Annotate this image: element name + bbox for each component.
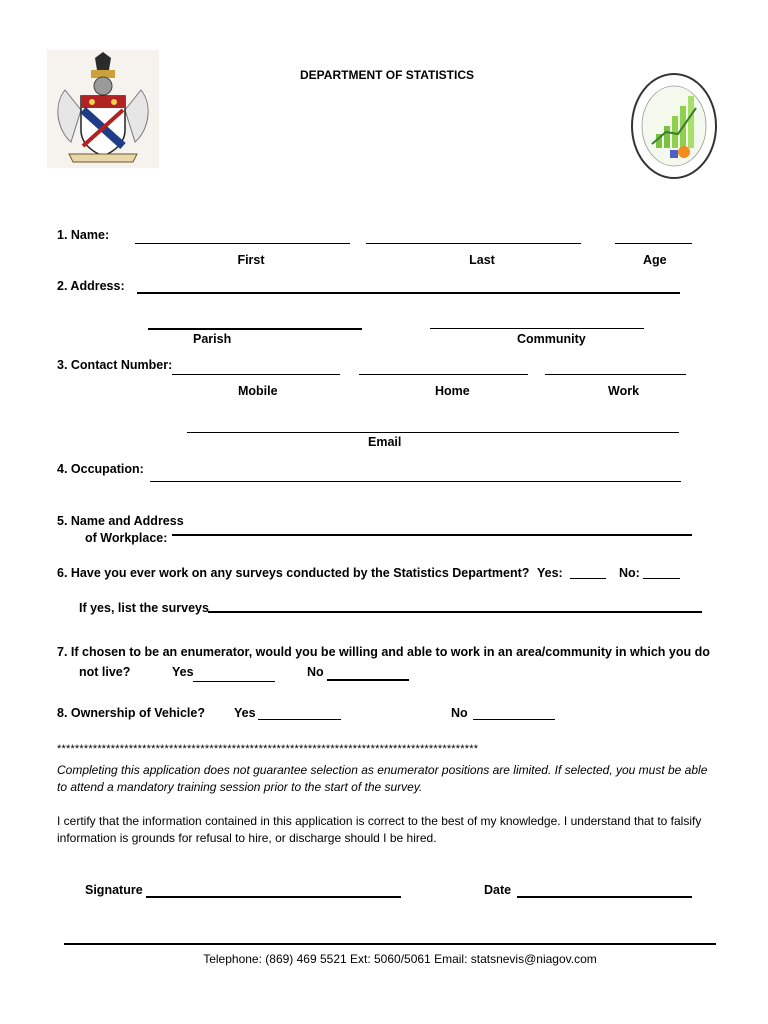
workplace-label-line2: of Workplace: [85, 531, 168, 545]
question-7-line2: not live? [79, 665, 131, 679]
first-name-field[interactable] [135, 243, 350, 244]
coat-of-arms-logo [47, 50, 159, 168]
community-caption: Community [517, 332, 586, 346]
q6-no-field[interactable] [643, 578, 680, 579]
date-label: Date [484, 883, 512, 897]
last-name-field[interactable] [366, 243, 581, 244]
last-caption: Last [469, 253, 495, 267]
question-7-line1: 7. If chosen to be an enumerator, would you be willing and able to work in an area/community in which you do [57, 645, 710, 659]
workplace-label-line1: 5. Name and Address [57, 514, 184, 528]
home-caption: Home [435, 384, 470, 398]
work-field[interactable] [545, 374, 686, 375]
question-6-label: 6. Have you ever work on any surveys conducted by the Statistics Department? [57, 566, 530, 580]
question-8-label: 8. Ownership of Vehicle? [57, 706, 205, 720]
address-label: 2. Address: [57, 279, 125, 293]
email-caption: Email [368, 435, 402, 449]
email-field[interactable] [187, 432, 679, 433]
name-label: 1. Name: [57, 228, 110, 242]
statistics-department-logo [630, 72, 718, 180]
q8-no-label: No [451, 706, 468, 720]
certification-statement: I certify that the information contained in this application is correct to the best of my knowledge. I understand that to falsify information is grounds for refusal to hire, or discharge should I be hired. [57, 814, 702, 845]
first-caption: First [237, 253, 265, 267]
workplace-field[interactable] [172, 534, 692, 536]
footer-divider [64, 943, 716, 945]
page-title: DEPARTMENT OF STATISTICS [300, 68, 474, 82]
signature-field[interactable] [146, 896, 401, 898]
selection-notice: Completing this application does not guarantee selection as enumerator positions are limited. If selected, you must be able to attend a mandatory training session prior to the start of the survey. [57, 763, 708, 794]
occupation-field[interactable] [150, 481, 681, 482]
age-caption: Age [643, 253, 667, 267]
home-field[interactable] [359, 374, 528, 375]
community-field[interactable] [430, 328, 644, 329]
date-field[interactable] [517, 896, 692, 898]
mobile-field[interactable] [172, 374, 340, 375]
q7-no-label: No [307, 665, 324, 679]
signature-label: Signature [85, 883, 143, 897]
mobile-caption: Mobile [238, 384, 278, 398]
q6-list-label: If yes, list the surveys [79, 601, 209, 615]
q6-surveys-field[interactable] [208, 611, 702, 613]
parish-caption: Parish [193, 332, 232, 346]
parish-field[interactable] [148, 328, 362, 330]
q6-yes-field[interactable] [570, 578, 606, 579]
contact-number-label: 3. Contact Number: [57, 358, 173, 372]
star-separator: ********************************************************************************************** [57, 743, 479, 755]
q8-yes-label: Yes [234, 706, 256, 720]
address-field[interactable] [137, 292, 680, 294]
q8-yes-field[interactable] [258, 719, 341, 720]
q7-yes-label: Yes [172, 665, 194, 679]
q6-no-label: No: [619, 566, 640, 580]
work-caption: Work [608, 384, 640, 398]
q6-yes-label: Yes: [537, 566, 563, 580]
q8-no-field[interactable] [473, 719, 555, 720]
q7-no-field[interactable] [327, 679, 409, 681]
q7-yes-field[interactable] [193, 681, 275, 682]
contact-info: Telephone: (869) 469 5521 Ext: 5060/5061 Email: statsnevis@niagov.com [203, 952, 597, 966]
occupation-label: 4. Occupation: [57, 462, 144, 476]
age-field[interactable] [615, 243, 692, 244]
